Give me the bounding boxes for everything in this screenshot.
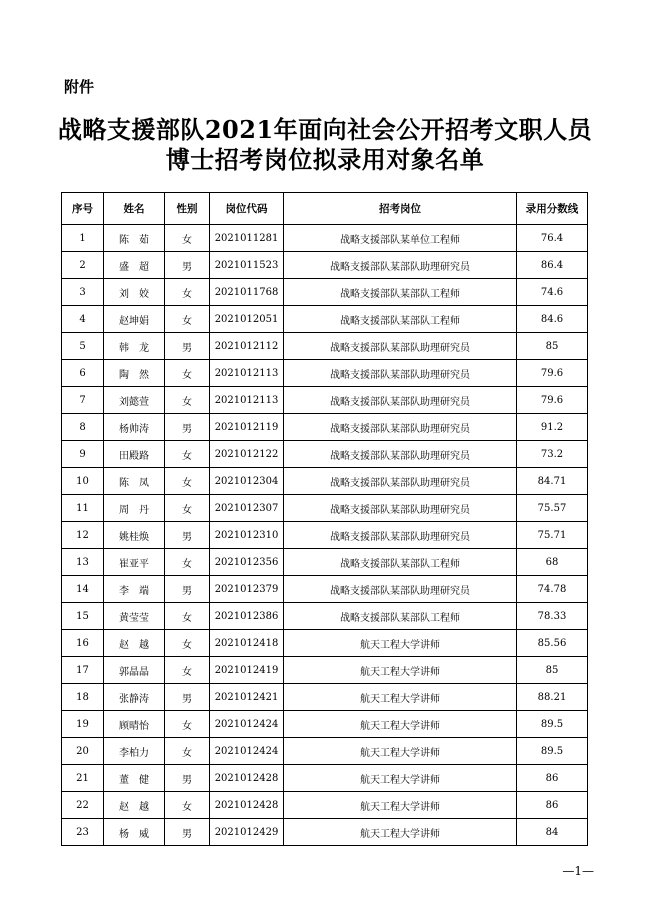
cell-name: 李柏力 [104, 738, 165, 765]
cell-index: 1 [62, 225, 104, 252]
cell-name: 韩 龙 [104, 333, 165, 360]
cell-score: 68 [517, 549, 588, 576]
table-row [62, 576, 588, 603]
cell-position-code: 2021012307 [210, 495, 284, 522]
cell-name: 张静涛 [104, 684, 165, 711]
table-row [62, 630, 588, 657]
cell-gender: 女 [165, 630, 210, 657]
header-name: 姓名 [104, 193, 165, 225]
cell-gender: 男 [165, 819, 210, 846]
cell-score: 78.33 [517, 603, 588, 630]
cell-gender: 女 [165, 387, 210, 414]
cell-score: 73.2 [517, 441, 588, 468]
table-row [62, 333, 588, 360]
cell-name: 杨 威 [104, 819, 165, 846]
table-row [62, 792, 588, 819]
table-row [62, 441, 588, 468]
cell-gender: 女 [165, 360, 210, 387]
cell-position: 战略支援部队某部队助理研究员 [284, 414, 517, 441]
cell-position-code: 2021012051 [210, 306, 284, 333]
cell-gender: 女 [165, 738, 210, 765]
cell-position-code: 2021012429 [210, 819, 284, 846]
table-row [62, 522, 588, 549]
header-score: 录用分数线 [517, 193, 588, 225]
cell-index: 8 [62, 414, 104, 441]
cell-gender: 女 [165, 468, 210, 495]
cell-index: 23 [62, 819, 104, 846]
cell-index: 5 [62, 333, 104, 360]
cell-gender: 女 [165, 792, 210, 819]
cell-index: 19 [62, 711, 104, 738]
table-row [62, 225, 588, 252]
cell-name: 陈 茹 [104, 225, 165, 252]
cell-name: 赵 越 [104, 792, 165, 819]
table-row [62, 711, 588, 738]
cell-index: 10 [62, 468, 104, 495]
table-row [62, 738, 588, 765]
cell-position-code: 2021012424 [210, 711, 284, 738]
cell-gender: 女 [165, 711, 210, 738]
cell-name: 赵坤娟 [104, 306, 165, 333]
candidate-table [61, 192, 588, 846]
cell-position: 战略支援部队某部队助理研究员 [284, 252, 517, 279]
cell-name: 陶 然 [104, 360, 165, 387]
cell-index: 21 [62, 765, 104, 792]
page-title-line1: 战略支援部队2021年面向社会公开招考文职人员 [57, 115, 593, 144]
table-row [62, 549, 588, 576]
cell-position: 战略支援部队某部队助理研究员 [284, 360, 517, 387]
cell-index: 6 [62, 360, 104, 387]
cell-position: 战略支援部队某部队工程师 [284, 306, 517, 333]
table-row [62, 657, 588, 684]
cell-gender: 男 [165, 522, 210, 549]
table-row [62, 819, 588, 846]
cell-score: 84.6 [517, 306, 588, 333]
table-header-row [62, 193, 588, 225]
header-position: 招考岗位 [284, 193, 517, 225]
cell-position-code: 2021012424 [210, 738, 284, 765]
cell-position: 战略支援部队某部队助理研究员 [284, 576, 517, 603]
cell-gender: 男 [165, 414, 210, 441]
cell-score: 75.57 [517, 495, 588, 522]
cell-position-code: 2021012113 [210, 360, 284, 387]
cell-name: 李 端 [104, 576, 165, 603]
cell-index: 18 [62, 684, 104, 711]
table-row [62, 414, 588, 441]
cell-position: 航天工程大学讲师 [284, 819, 517, 846]
cell-position-code: 2021012428 [210, 792, 284, 819]
cell-gender: 女 [165, 441, 210, 468]
cell-score: 91.2 [517, 414, 588, 441]
cell-gender: 女 [165, 495, 210, 522]
cell-position-code: 2021011523 [210, 252, 284, 279]
cell-gender: 女 [165, 603, 210, 630]
cell-name: 盛 超 [104, 252, 165, 279]
cell-score: 86 [517, 765, 588, 792]
cell-gender: 女 [165, 549, 210, 576]
cell-score: 85 [517, 657, 588, 684]
table-row [62, 468, 588, 495]
cell-index: 2 [62, 252, 104, 279]
cell-position: 航天工程大学讲师 [284, 765, 517, 792]
cell-position-code: 2021012418 [210, 630, 284, 657]
cell-position-code: 2021011768 [210, 279, 284, 306]
cell-name: 杨帅涛 [104, 414, 165, 441]
cell-gender: 女 [165, 657, 210, 684]
cell-index: 17 [62, 657, 104, 684]
cell-position-code: 2021012356 [210, 549, 284, 576]
cell-gender: 男 [165, 765, 210, 792]
cell-gender: 女 [165, 225, 210, 252]
cell-score: 75.71 [517, 522, 588, 549]
page-title-line2: 博士招考岗位拟录用对象名单 [165, 145, 485, 174]
cell-position: 战略支援部队某部队助理研究员 [284, 495, 517, 522]
cell-score: 85 [517, 333, 588, 360]
cell-score: 74.78 [517, 576, 588, 603]
cell-name: 周 丹 [104, 495, 165, 522]
cell-position: 战略支援部队某部队助理研究员 [284, 468, 517, 495]
header-position-code: 岗位代码 [210, 193, 284, 225]
cell-position: 航天工程大学讲师 [284, 630, 517, 657]
table-row [62, 495, 588, 522]
cell-position: 航天工程大学讲师 [284, 738, 517, 765]
cell-position: 战略支援部队某部队工程师 [284, 279, 517, 306]
cell-name: 崔亚平 [104, 549, 165, 576]
cell-index: 14 [62, 576, 104, 603]
cell-score: 79.6 [517, 387, 588, 414]
page-number: —1— [562, 864, 594, 878]
cell-position: 航天工程大学讲师 [284, 711, 517, 738]
cell-position: 战略支援部队某部队助理研究员 [284, 387, 517, 414]
table-row [62, 684, 588, 711]
cell-score: 86 [517, 792, 588, 819]
table-row [62, 603, 588, 630]
header-index: 序号 [62, 193, 104, 225]
cell-index: 4 [62, 306, 104, 333]
cell-name: 姚桂焕 [104, 522, 165, 549]
cell-position-code: 2021012304 [210, 468, 284, 495]
cell-score: 89.5 [517, 738, 588, 765]
cell-position-code: 2021012122 [210, 441, 284, 468]
cell-position: 战略支援部队某单位工程师 [284, 225, 517, 252]
cell-score: 79.6 [517, 360, 588, 387]
cell-name: 陈 凤 [104, 468, 165, 495]
cell-position-code: 2021012421 [210, 684, 284, 711]
cell-position-code: 2021012379 [210, 576, 284, 603]
cell-score: 74.6 [517, 279, 588, 306]
cell-index: 7 [62, 387, 104, 414]
cell-position-code: 2021012428 [210, 765, 284, 792]
cell-position: 航天工程大学讲师 [284, 792, 517, 819]
cell-position-code: 2021011281 [210, 225, 284, 252]
attachment-label: 附件 [64, 78, 95, 96]
cell-position: 战略支援部队某部队助理研究员 [284, 441, 517, 468]
cell-score: 85.56 [517, 630, 588, 657]
table-row [62, 765, 588, 792]
cell-index: 3 [62, 279, 104, 306]
cell-index: 12 [62, 522, 104, 549]
cell-name: 黄莹莹 [104, 603, 165, 630]
cell-position: 战略支援部队某部队助理研究员 [284, 522, 517, 549]
cell-gender: 男 [165, 252, 210, 279]
cell-position-code: 2021012112 [210, 333, 284, 360]
cell-index: 13 [62, 549, 104, 576]
cell-position: 航天工程大学讲师 [284, 684, 517, 711]
cell-name: 董 健 [104, 765, 165, 792]
header-gender: 性别 [165, 193, 210, 225]
cell-gender: 男 [165, 576, 210, 603]
cell-score: 84 [517, 819, 588, 846]
cell-position: 战略支援部队某部队工程师 [284, 603, 517, 630]
cell-index: 20 [62, 738, 104, 765]
cell-gender: 女 [165, 279, 210, 306]
cell-score: 89.5 [517, 711, 588, 738]
cell-position: 航天工程大学讲师 [284, 657, 517, 684]
cell-index: 11 [62, 495, 104, 522]
cell-gender: 女 [165, 306, 210, 333]
cell-position-code: 2021012119 [210, 414, 284, 441]
cell-index: 9 [62, 441, 104, 468]
cell-gender: 男 [165, 333, 210, 360]
cell-score: 84.71 [517, 468, 588, 495]
table-row [62, 387, 588, 414]
cell-name: 刘 姣 [104, 279, 165, 306]
cell-name: 赵 越 [104, 630, 165, 657]
table-row [62, 360, 588, 387]
cell-position-code: 2021012113 [210, 387, 284, 414]
cell-name: 刘懿萱 [104, 387, 165, 414]
table-row [62, 252, 588, 279]
cell-name: 顾晴怡 [104, 711, 165, 738]
cell-position: 战略支援部队某部队工程师 [284, 549, 517, 576]
cell-gender: 男 [165, 684, 210, 711]
cell-score: 88.21 [517, 684, 588, 711]
cell-position-code: 2021012419 [210, 657, 284, 684]
cell-name: 郭晶晶 [104, 657, 165, 684]
cell-index: 15 [62, 603, 104, 630]
cell-position: 战略支援部队某部队助理研究员 [284, 333, 517, 360]
cell-name: 田殿路 [104, 441, 165, 468]
cell-position-code: 2021012386 [210, 603, 284, 630]
cell-position-code: 2021012310 [210, 522, 284, 549]
cell-index: 22 [62, 792, 104, 819]
cell-index: 16 [62, 630, 104, 657]
cell-score: 86.4 [517, 252, 588, 279]
cell-score: 76.4 [517, 225, 588, 252]
table-row [62, 306, 588, 333]
table-row [62, 279, 588, 306]
